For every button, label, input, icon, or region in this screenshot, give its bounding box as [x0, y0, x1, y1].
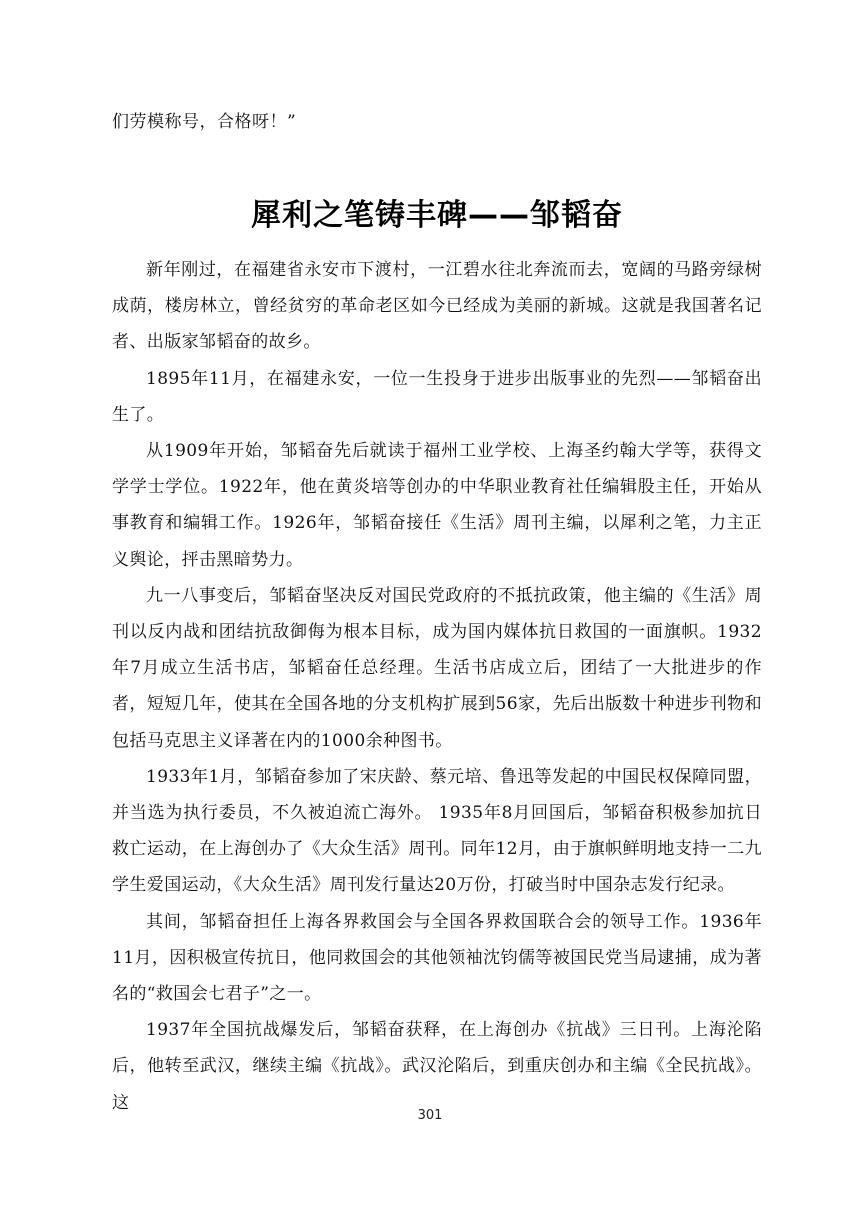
paragraph-2: 1895年11月，在福建永安，一位一生投身于进步出版事业的先烈——邹韬奋出生了。: [112, 368, 762, 425]
paragraph-3: 从1909年开始，邹韬奋先后就读于福州工业学校、上海圣约翰大学等，获得文学学士学位。1922年，他在黄炎培等创办的中华职业教育社任编辑股主任，开始从事教育和编辑工作。1926年，邹韬奋接任《生活》周刊主编，以犀利之笔，力主正义舆论，抨击黑暗势力。: [112, 441, 762, 570]
continuation-text: 们劳模称号，合格呀！”: [112, 112, 297, 132]
paragraph-4: 九一八事变后，邹韬奋坚决反对国民党政府的不抵抗政策，他主编的《生活》周刊以反内战和团结抗敌御侮为根本目标，成为国内媒体抗日救国的一面旗帜。1932年7月成立生活书店，邹韬奋任总经理。生活书店成立后，团结了一大批进步的作者，短短几年，使其在全国各地的分支机构扩展到56家，先后出版数十种进步刊物和包括马克思主义译著在内的1000余种图书。: [112, 585, 762, 751]
paragraph-5: 1933年1月，邹韬奋参加了宋庆龄、蔡元培、鲁迅等发起的中国民权保障同盟，并当选为执行委员，不久被迫流亡海外。 1935年8月回国后，邹韬奋积极参加抗日救亡运动，在上海创办了《大众生活》周刊。同年12月，由于旗帜鲜明地支持一二九学生爱国运动，《大众生活》周刊发行量达20万份，打破当时中国杂志发行纪录。: [112, 766, 762, 896]
paragraph-6: 其间，邹韬奋担任上海各界救国会与全国各界救国联合会的领导工作。1936年11月，因积极宣传抗日，他同救国会的其他领袖沈钧儒等被国民党当局逮捕，成为著名的“救国会七君子”之一。: [112, 911, 762, 1005]
paragraph-7: 1937年全国抗战爆发后，邹韬奋获释，在上海创办《抗战》三日刊。上海沦陷后，他转至武汉，继续主编《抗战》。武汉沦陷后，到重庆创办和主编《全民抗战》。这: [112, 1020, 762, 1113]
paragraph-1: 新年刚过，在福建省永安市下渡村，一江碧水往北奔流而去，宽阔的马路旁绿树成荫，楼房林立，曾经贫穷的革命老区如今已经成为美丽的新城。这就是我国著名记者、出版家邹韬奋的故乡。: [112, 260, 762, 353]
page-number: 301: [417, 1108, 443, 1123]
article-body: [112, 252, 762, 1121]
article-title: 犀利之笔铸丰碑——邹韬奋: [251, 198, 623, 234]
